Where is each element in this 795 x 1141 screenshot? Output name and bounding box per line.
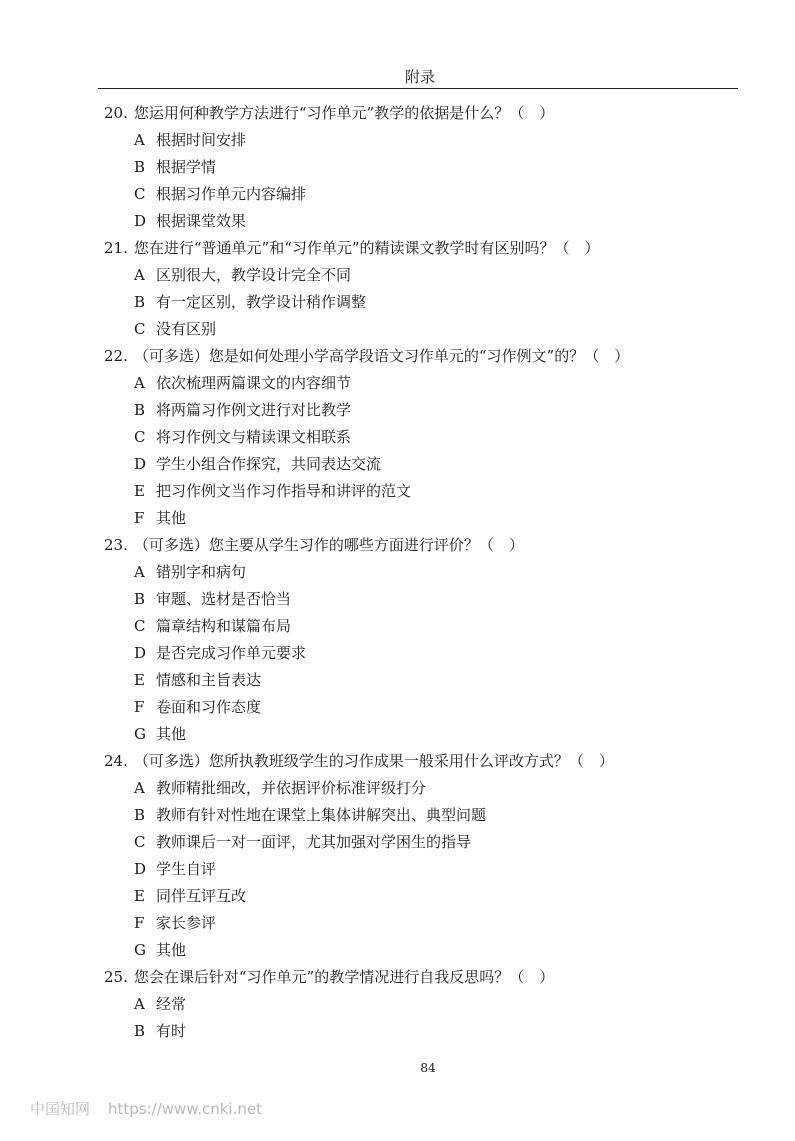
questionnaire-body	[104, 100, 765, 1045]
answer-option	[104, 667, 765, 694]
page-header-title: 附录	[404, 68, 435, 86]
option-letter: G	[134, 725, 146, 743]
page-number: 84	[420, 1061, 436, 1075]
option-text: 将两篇习作例文进行对比教学	[156, 401, 352, 419]
option-letter: A	[134, 995, 145, 1013]
option-letter: B	[134, 590, 146, 608]
option-letter: A	[134, 779, 145, 797]
answer-option	[104, 451, 765, 478]
question-number: 21.	[104, 239, 128, 257]
option-text: 根据学情	[156, 158, 217, 176]
answer-option	[104, 856, 765, 883]
question-stem	[104, 100, 765, 127]
question-text: 您运用何种教学方法进行“习作单元”教学的依据是什么？（ ）	[133, 104, 555, 122]
question-text: （可多选）您主要从学生习作的哪些方面进行评价？（ ）	[133, 536, 524, 554]
answer-option	[104, 262, 765, 289]
option-letter: B	[134, 158, 146, 176]
option-letter: F	[134, 914, 145, 932]
option-text: 没有区别	[156, 320, 217, 338]
option-text: 依次梳理两篇课文的内容细节	[156, 374, 352, 392]
option-text: 情感和主旨表达	[156, 671, 262, 689]
question-22	[104, 343, 765, 532]
answer-option	[104, 802, 765, 829]
option-text: 教师有针对性地在课堂上集体讲解突出、典型问题	[156, 806, 487, 824]
option-text: 其他	[156, 509, 187, 527]
option-letter: B	[134, 401, 146, 419]
question-number: 25.	[104, 968, 128, 986]
answer-option	[104, 505, 765, 532]
option-text: 审题、选材是否恰当	[156, 590, 292, 608]
option-letter: D	[134, 644, 147, 662]
option-text: 根据习作单元内容编排	[156, 185, 307, 203]
watermark-brand: 中国知网	[30, 1100, 91, 1118]
question-text: （可多选）您是如何处理小学高学段语文习作单元的“习作例文”的？（ ）	[133, 347, 630, 365]
option-letter: F	[134, 698, 145, 716]
option-letter: A	[134, 266, 145, 284]
option-letter: C	[134, 428, 146, 446]
option-text: 经常	[156, 995, 187, 1013]
question-number: 23.	[104, 536, 128, 554]
option-letter: D	[134, 455, 147, 473]
answer-option	[104, 127, 765, 154]
option-letter: D	[134, 860, 147, 878]
question-number: 22.	[104, 347, 128, 365]
question-21	[104, 235, 765, 343]
option-letter: A	[134, 563, 145, 581]
option-letter: B	[134, 293, 146, 311]
option-text: 学生小组合作探究，共同表达交流	[156, 455, 382, 473]
answer-option	[104, 559, 765, 586]
option-text: 学生自评	[156, 860, 217, 878]
option-text: 有一定区别，教学设计稍作调整	[156, 293, 367, 311]
option-letter: F	[134, 509, 145, 527]
answer-option	[104, 613, 765, 640]
answer-option	[104, 1018, 765, 1045]
question-stem	[104, 964, 765, 991]
question-number: 24.	[104, 752, 128, 770]
option-text: 把习作例文当作习作指导和讲评的范文	[156, 482, 412, 500]
option-text: 其他	[156, 725, 187, 743]
option-text: 区别很大，教学设计完全不同	[156, 266, 352, 284]
option-letter: B	[134, 806, 146, 824]
question-23	[104, 532, 765, 748]
answer-option	[104, 181, 765, 208]
question-number: 20.	[104, 104, 128, 122]
answer-option	[104, 478, 765, 505]
option-text: 有时	[156, 1022, 187, 1040]
option-letter: C	[134, 320, 146, 338]
option-text: 同伴互评互改	[156, 887, 247, 905]
option-letter: A	[134, 374, 145, 392]
answer-option	[104, 316, 765, 343]
answer-option	[104, 829, 765, 856]
option-letter: E	[134, 482, 145, 500]
option-letter: B	[134, 1022, 146, 1040]
option-text: 卷面和习作态度	[156, 698, 262, 716]
answer-option	[104, 991, 765, 1018]
option-letter: A	[134, 131, 145, 149]
answer-option	[104, 289, 765, 316]
question-text: 您会在课后针对“习作单元”的教学情况进行自我反思吗？（ ）	[133, 968, 555, 986]
option-letter: E	[134, 671, 145, 689]
option-text: 将习作例文与精读课文相联系	[156, 428, 352, 446]
answer-option	[104, 586, 765, 613]
answer-option	[104, 721, 765, 748]
question-stem	[104, 235, 765, 262]
answer-option	[104, 154, 765, 181]
answer-option	[104, 694, 765, 721]
question-text: 您在进行“普通单元”和“习作单元”的精读课文教学时有区别吗？（ ）	[133, 239, 600, 257]
answer-option	[104, 397, 765, 424]
question-20	[104, 100, 765, 235]
option-letter: E	[134, 887, 145, 905]
question-text: （可多选）您所执教班级学生的习作成果一般采用什么评改方式？（ ）	[133, 752, 614, 770]
question-25	[104, 964, 765, 1045]
option-text: 根据课堂效果	[156, 212, 247, 230]
option-text: 家长参评	[156, 914, 217, 932]
option-letter: C	[134, 185, 146, 203]
watermark	[30, 1098, 262, 1119]
option-text: 篇章结构和谋篇布局	[156, 617, 292, 635]
question-stem	[104, 748, 765, 775]
option-text: 是否完成习作单元要求	[156, 644, 307, 662]
question-stem	[104, 532, 765, 559]
option-text: 教师课后一对一面评，尤其加强对学困生的指导	[156, 833, 472, 851]
answer-option	[104, 640, 765, 667]
option-letter: G	[134, 941, 146, 959]
option-letter: C	[134, 833, 146, 851]
question-stem	[104, 343, 765, 370]
answer-option	[104, 424, 765, 451]
answer-option	[104, 775, 765, 802]
option-text: 根据时间安排	[156, 131, 247, 149]
header-divider	[98, 88, 738, 89]
question-24	[104, 748, 765, 964]
answer-option	[104, 883, 765, 910]
option-text: 教师精批细改，并依据评价标准评级打分	[156, 779, 427, 797]
option-letter: D	[134, 212, 147, 230]
answer-option	[104, 910, 765, 937]
watermark-url: https://www.cnki.net	[108, 1100, 262, 1118]
answer-option	[104, 370, 765, 397]
option-text: 错别字和病句	[156, 563, 247, 581]
answer-option	[104, 937, 765, 964]
answer-option	[104, 208, 765, 235]
option-letter: C	[134, 617, 146, 635]
option-text: 其他	[156, 941, 187, 959]
